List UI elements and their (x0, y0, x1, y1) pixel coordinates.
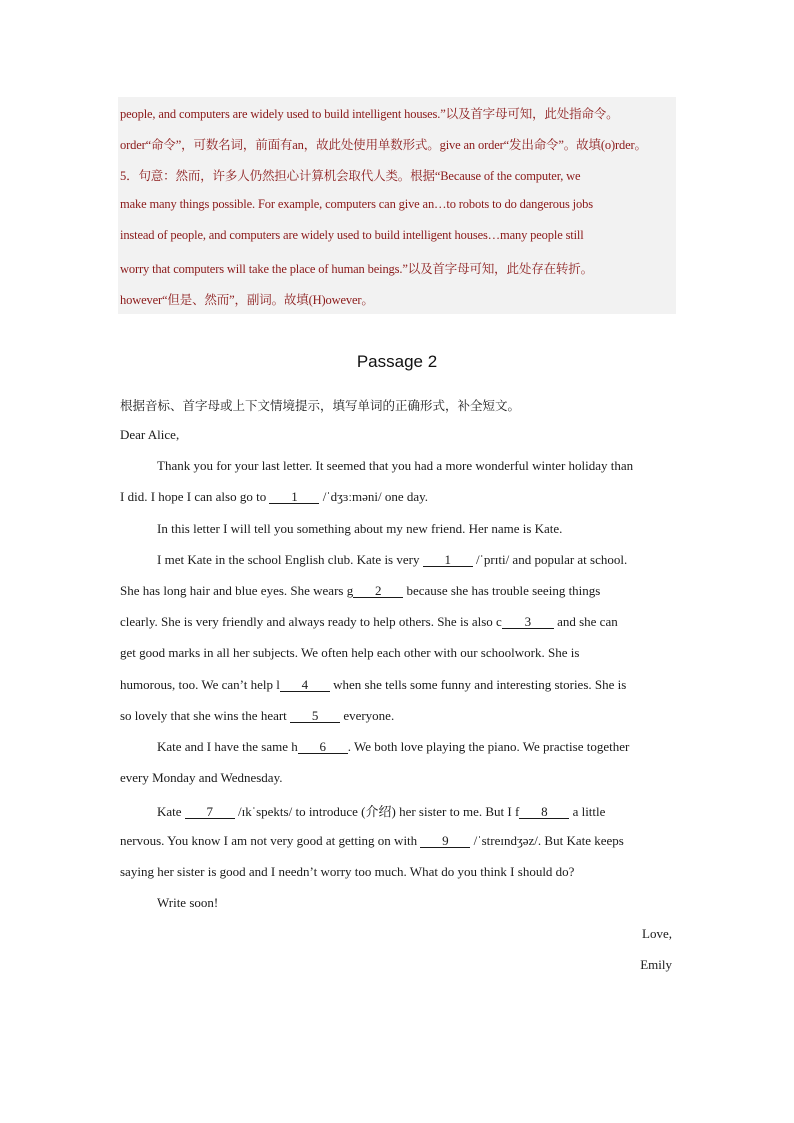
text: nervous. You know I am not very good at getting on with (120, 833, 421, 848)
blank-3[interactable]: 3 (502, 615, 554, 629)
p3-line-4: get good marks in all her subjects. We often help each other with our schoolwork. She is (120, 645, 580, 660)
p4-line-1 (157, 739, 629, 755)
text: Kate and I have the same h (157, 739, 298, 754)
answer-line-4: make many things possible. For example, computers can give an…to robots to do dangerous jobs (120, 197, 593, 211)
text: Kate (157, 804, 185, 819)
p3-line-3 (120, 614, 618, 630)
answer-line-3: 5．句意：然而，许多人仍然担心计算机会取代人类。根据“Because of the computer, we (120, 169, 581, 183)
text: humorous, too. We can’t help l (120, 677, 280, 692)
text: . We both love playing the piano. We practise together (347, 739, 630, 754)
text: clearly. She is very friendly and always ready to help others. She is also c (120, 614, 502, 629)
text: everyone. (340, 708, 395, 723)
answer-line-1: people, and computers are widely used to build intelligent houses.”以及首字母可知，此处指命令。 (120, 107, 619, 121)
p5-line-1 (157, 801, 605, 820)
signature-name: Emily (640, 957, 672, 972)
text: and she can (553, 614, 618, 629)
text: I met Kate in the school English club. Kate is very (157, 552, 423, 567)
blank-1[interactable]: 1 (269, 490, 319, 504)
p3-line-2 (120, 583, 600, 599)
blank-5[interactable]: 5 (290, 709, 340, 723)
answer-line-5: instead of people, and computers are widely used to build intelligent houses…many people still (120, 228, 584, 242)
blank-2[interactable]: 2 (353, 584, 403, 598)
text: /ɪkˈspekts/ to introduce (介绍) her sister to me. But I f (234, 804, 520, 819)
p1-line-1: Thank you for your last letter. It seemed that you had a more wonderful winter holiday than (157, 458, 634, 473)
p3-line-5 (120, 677, 626, 693)
p5-line-2 (120, 833, 624, 849)
instruction: 根据音标、首字母或上下文情境提示，填写单词的正确形式，补全短文。 (120, 398, 521, 413)
answer-line-6: worry that computers will take the place of human beings.”以及首字母可知，此处存在转折。 (120, 262, 593, 276)
text: She has long hair and blue eyes. She wears g (120, 583, 354, 598)
blank-7[interactable]: 7 (185, 805, 235, 819)
blank-8[interactable]: 8 (519, 805, 569, 819)
text: when she tells some funny and interesting stories. She is (329, 677, 627, 692)
blank-9[interactable]: 9 (420, 834, 470, 848)
text: so lovely that she wins the heart (120, 708, 291, 723)
text: /ˈstreɪndʒəz/. But Kate keeps (470, 833, 624, 848)
greeting: Dear Alice, (120, 427, 180, 442)
text: /ˈprɪti/ and popular at school. (472, 552, 628, 567)
p4-line-2: every Monday and Wednesday. (120, 770, 283, 785)
text: because she has trouble seeing things (403, 583, 601, 598)
blank-6[interactable]: 6 (298, 740, 348, 754)
p3-line-6 (120, 708, 394, 724)
text: /ˈdʒɜːməni/ one day. (319, 489, 429, 504)
text: a little (569, 804, 606, 819)
signoff: Love, (642, 926, 672, 941)
p2-line: In this letter I will tell you something about my new friend. Her name is Kate. (157, 521, 563, 536)
p5-line-3: saying her sister is good and I needn’t worry too much. What do you think I should do? (120, 864, 575, 879)
passage-title: Passage 2 (356, 352, 438, 371)
text: I did. I hope I can also go to (120, 489, 270, 504)
closing: Write soon! (157, 895, 219, 910)
answer-line-2: order“命令”，可数名词，前面有an，故此处使用单数形式。give an order“发出命令”。故填(o)rder。 (120, 138, 647, 152)
blank-4[interactable]: 4 (280, 678, 330, 692)
p3-line-1 (157, 552, 627, 568)
answer-line-7: however“但是、然而”，副词。故填(H)owever。 (120, 293, 374, 307)
p1-line-2 (120, 489, 428, 505)
blank-1[interactable]: 1 (423, 553, 473, 567)
